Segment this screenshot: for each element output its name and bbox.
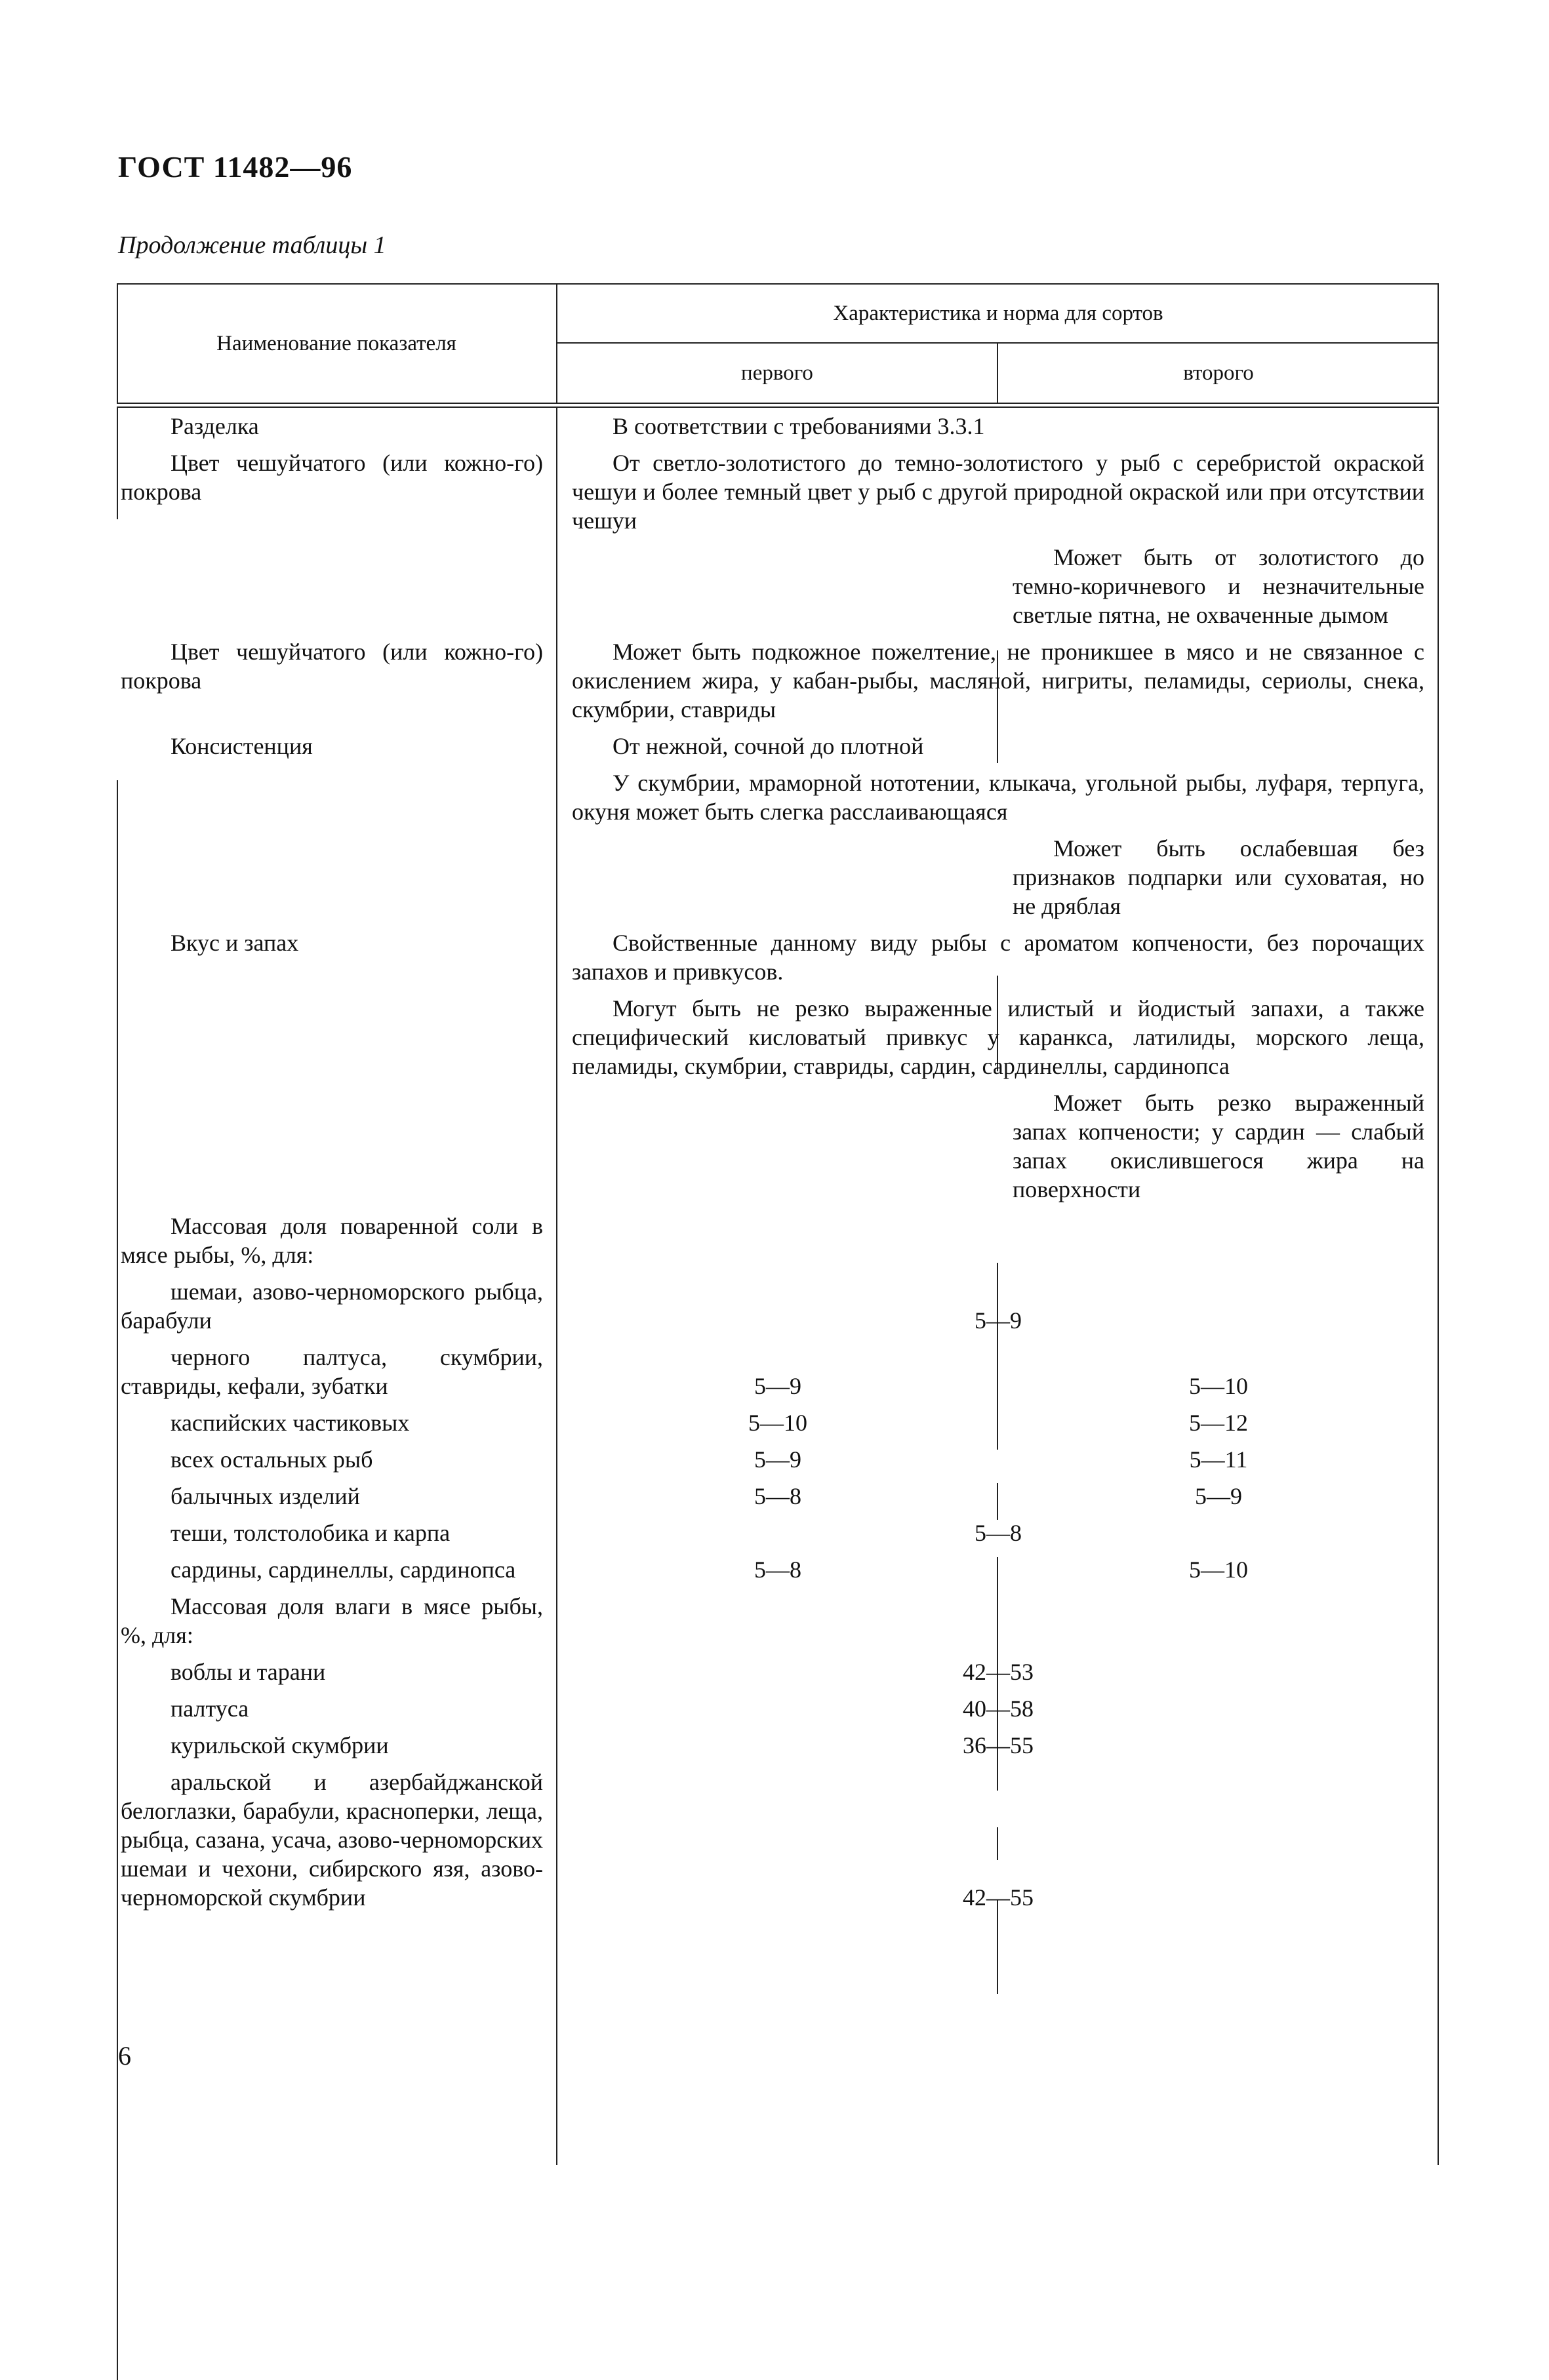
table-body [117,408,1439,1916]
page-number: 6 [118,2041,131,2071]
table-row [117,445,1439,539]
header-indicator-name: Наименование показателя [216,331,456,355]
row-value-second: Может быть резко выраженный запах копчености; у сардин — слабый запах окислившегося жира на поверхности [1013,1090,1424,1202]
table-row [117,1588,1439,1654]
row-value-first: 5—8 [754,1557,801,1583]
quality-table [117,283,1439,1916]
row-label: сардины, сардинеллы, сардинопса [171,1557,516,1583]
row-label: палтуса [171,1696,249,1722]
table-row [117,830,1439,924]
row-label: Цвет чешуйчатого (или кожно-го) покрова [121,639,543,694]
table-header [117,283,1439,403]
row-value: Может быть подкожное пожелтение, не проникшее в мясо и не связанное с окислением жира, у кабан-рыбы, масляной, нигриты, пеламиды, сериолы, снека, скумбрии, ставриды [572,639,1424,723]
row-value: От нежной, сочной до плотной [613,733,924,759]
row-label: каспийских частиковых [171,1410,410,1436]
row-value-second: 5—12 [1189,1410,1248,1436]
table-row [117,1551,1439,1588]
row-value-first: 5—9 [754,1446,801,1473]
row-value-second: Может быть от золотистого до темно-коричневого и незначительные светлые пятна, не охваченные дымом [1013,544,1424,628]
header-grade-first: первого [741,361,813,385]
table-row [117,1690,1439,1727]
row-value-first: 5—9 [754,1373,801,1399]
table-row [117,1654,1439,1690]
table-row [117,1208,1439,1273]
row-label: Разделка [171,413,259,439]
row-value-both-grades: 42—53 [963,1659,1034,1685]
table-row [117,408,1439,445]
row-value-both-grades: 36—55 [963,1732,1034,1758]
header-grade-second: второго [1183,361,1254,385]
row-label: Массовая доля влаги в мясе рыбы, %, для: [121,1593,543,1648]
row-value-both-grades: 5—8 [975,1520,1022,1546]
document-header: ГОСТ 11482—96 [118,150,353,184]
row-label: Консистенция [171,733,313,759]
row-label: балычных изделий [171,1483,360,1509]
table-row [117,633,1439,728]
row-value-second: 5—9 [1195,1483,1242,1509]
row-value: В соответствии с требованиями 3.3.1 [613,413,985,439]
table-row [117,728,1439,764]
table-row [117,1084,1439,1208]
table-row [117,1441,1439,1478]
row-value-both-grades: 5—9 [975,1307,1022,1334]
table-row [117,764,1439,830]
table-row [117,1478,1439,1515]
row-label: Вкус и запах [171,930,299,956]
row-value-first: 5—10 [748,1410,807,1436]
table-continuation-caption: Продолжение таблицы 1 [118,231,386,259]
table-row [117,1727,1439,1764]
table-row [117,1339,1439,1404]
table-row [117,924,1439,990]
row-value-first: 5—8 [754,1483,801,1509]
row-value: Могут быть не резко выраженные илистый и йодистый запахи, а также специфический кисловатый привкус у каранкса, латилиды, морского леща, пеламиды, скумбрии, ставриды, сардин, сардинеллы, сардинопса [572,995,1424,1079]
row-value-second: 5—10 [1189,1373,1248,1399]
table-row [117,1273,1439,1339]
row-label: воблы и тарани [171,1659,326,1685]
table-row [117,1764,1439,1916]
row-value-both-grades: 40—58 [963,1696,1034,1722]
row-value: У скумбрии, мраморной нототении, клыкача, угольной рыбы, луфаря, терпуга, окуня может быть слегка расслаивающаяся [572,770,1424,825]
header-characteristic: Характеристика и норма для сортов [557,285,1439,344]
row-value-second: 5—10 [1189,1557,1248,1583]
table-row [117,539,1439,633]
row-value: Свойственные данному виду рыбы с ароматом копчености, без порочащих запахов и привкусов. [572,930,1424,985]
row-value: От светло-золотистого до темно-золотистого у рыб с серебристой окраской чешуи и более темный цвет у рыб с другой природной окраской или при отсутствии чешуи [572,450,1424,534]
row-value-second: Может быть ослабевшая без признаков подпарки или суховатая, но не дряблая [1013,835,1424,919]
row-label: Массовая доля поваренной соли в мясе рыбы, %, для: [121,1213,543,1268]
row-value-second: 5—11 [1189,1446,1248,1473]
row-label: Цвет чешуйчатого (или кожно-го) покрова [121,450,543,505]
table-row [117,1515,1439,1551]
table-row [117,1404,1439,1441]
row-label: всех остальных рыб [171,1446,373,1473]
row-label: черного палтуса, скумбрии, ставриды, кефали, зубатки [121,1344,543,1399]
row-value-both-grades: 42—55 [963,1884,1034,1911]
row-label: теши, толстолобика и карпа [171,1520,451,1546]
row-label: аральской и азербайджанской белоглазки, барабули, красноперки, леща, рыбца, сазана, усача, азово-черноморских шемаи и чехони, сибирского язя, азово-черноморской скумбрии [121,1769,543,1911]
row-label: курильской скумбрии [171,1732,389,1758]
table-row [117,990,1439,1084]
row-label: шемаи, азово-черноморского рыбца, барабули [121,1279,543,1334]
